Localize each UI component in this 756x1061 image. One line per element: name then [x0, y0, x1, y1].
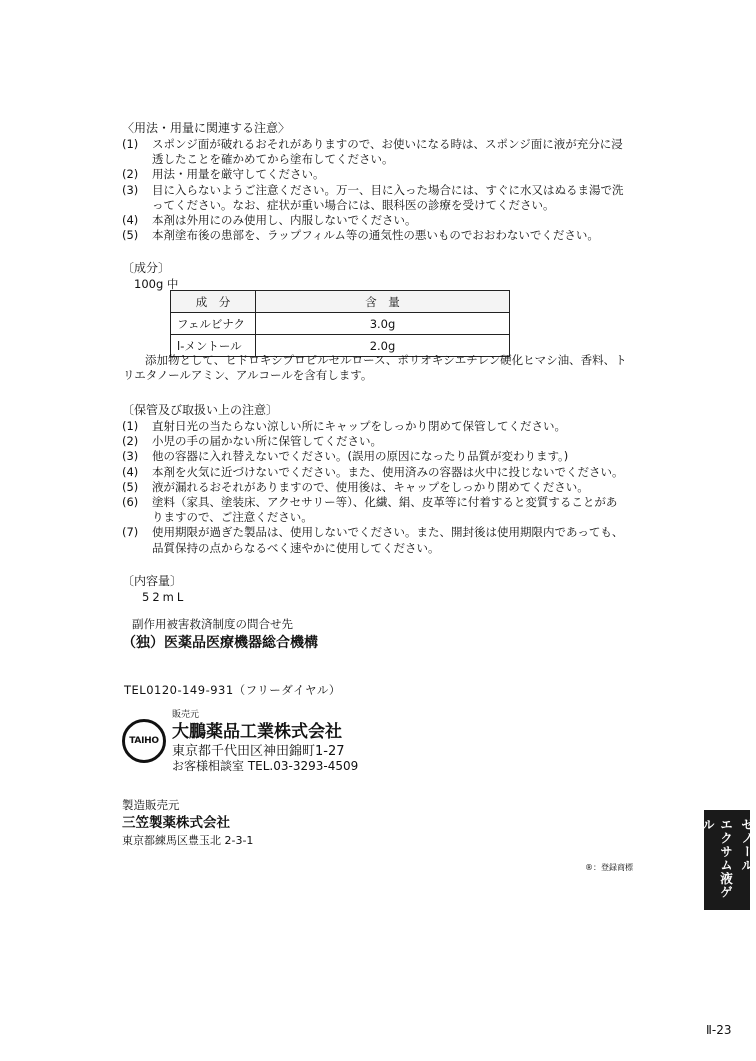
side-tab-line-1: ゼノール [739, 818, 755, 872]
ingredient-name: l-メントール [171, 335, 256, 357]
taiho-logo: TAIHO [122, 719, 166, 763]
relief-contact-label: 副作用被害救済制度の問合せ先 [132, 617, 293, 631]
relief-contact-section [122, 617, 652, 654]
list-item: (2) 用法・用量を厳守してください。 [122, 167, 325, 182]
content-volume-heading: 〔内容量〕 [122, 574, 183, 588]
list-item: (6) 塗料（家具、塗装床、アクセサリー等）、化繊、絹、皮革等に付着すると変質することがあ [122, 495, 618, 510]
list-item: (2) 小児の手の届かない所に保管してください。 [122, 434, 382, 449]
side-tab-product [700, 810, 755, 910]
usage-notes-section [122, 120, 642, 243]
ingredients-heading: 〔成分〕 [122, 261, 171, 275]
table-header-ingredient: 成 分 [171, 291, 256, 313]
additives-text: 添加物として、ヒドロキシプロピルセルロース、ポリオキシエチレン硬化ヒマシ油、香料、ト リエタノールアミン、アルコールを含有します。 [123, 353, 627, 383]
table-row [171, 313, 510, 335]
content-volume-value: 52mL [142, 590, 187, 604]
list-item: (4) 本剤は外用にのみ使用し、内服しないでください。 [122, 213, 417, 228]
usage-notes-heading: 〈用法・用量に関連する注意〉 [122, 121, 291, 135]
manufacturer-address: 東京都練馬区豊玉北 2-3-1 [122, 834, 254, 847]
ingredients-per: 100g 中 [134, 277, 179, 291]
list-item: (7) 使用期限が過ぎた製品は、使用しないでください。また、開封後は使用期限内であっても、 [122, 525, 624, 540]
ingredient-name: フェルビナク [171, 313, 256, 335]
list-item: (5) 本剤塗布後の患部を、ラップフィルム等の通気性の悪いものでおおわないでください。 [122, 228, 599, 243]
usage-notes-list [122, 137, 642, 243]
ingredients-section [122, 260, 642, 292]
list-item: (4) 本剤を火気に近づけないでください。また、使用済みの容器は火中に投じないでください。 [122, 464, 624, 479]
relief-contact-tel: TEL0120-149-931（フリーダイヤル） [124, 683, 341, 697]
ingredient-amount: 3.0g [256, 313, 510, 335]
manufacturer-section [122, 798, 642, 848]
list-item-continuation: 品質保持の点からなるべく速やかに使用してください。 [152, 540, 440, 555]
list-item: (3) 目に入らないようご注意ください。万一、目に入った場合には、すぐに水又はぬるま湯で洗 [122, 182, 624, 197]
registered-mark-note: ®：登録商標 [585, 863, 633, 872]
storage-section [122, 402, 642, 556]
manufacturer-name: 三笠製薬株式会社 [122, 815, 230, 831]
side-tab-line-2: エクサム液ゲル [700, 818, 734, 899]
list-item-continuation: 透したことを確かめてから塗布してください。 [152, 152, 394, 167]
seller-role: 販売元 [172, 710, 200, 720]
list-item: (1) スポンジ面が破れるおそれがありますので、お使いになる時は、スポンジ面に液が充分に浸 [122, 137, 623, 151]
table-header-amount: 含 量 [256, 291, 510, 313]
list-item: (1) 直射日光の当たらない涼しい所にキャップをしっかり閉めて保管してください。 [122, 419, 566, 433]
storage-list [122, 419, 642, 556]
manufacturer-role: 製造販売元 [122, 798, 180, 812]
seller-address: 東京都千代田区神田錦町1-27 [172, 744, 345, 759]
ingredients-table [170, 290, 510, 357]
relief-contact-org: （独）医薬品医療機器総合機構 [122, 635, 318, 651]
list-item-continuation: ってください。なお、症状が重い場合には、眼科医の診療を受けてください。 [152, 197, 555, 212]
list-item: (3) 他の容器に入れ替えないでください。(誤用の原因になったり品質が変わります。) [122, 449, 569, 464]
seller-block [122, 707, 452, 773]
list-item: (5) 液が漏れるおそれがありますので、使用後は、キャップをしっかり閉めてください。 [122, 479, 589, 494]
ingredient-amount: 2.0g [256, 335, 510, 357]
page-number: Ⅱ-23 [706, 1023, 732, 1037]
storage-heading: 〔保管及び取扱い上の注意〕 [122, 403, 279, 417]
seller-name: 大鵬薬品工業株式会社 [172, 722, 342, 742]
list-item-continuation: りますので、ご注意ください。 [152, 510, 313, 525]
content-volume-section [122, 573, 642, 605]
table-header-row [171, 291, 510, 313]
seller-phone: お客様相談室 TEL.03-3293-4509 [172, 759, 359, 773]
